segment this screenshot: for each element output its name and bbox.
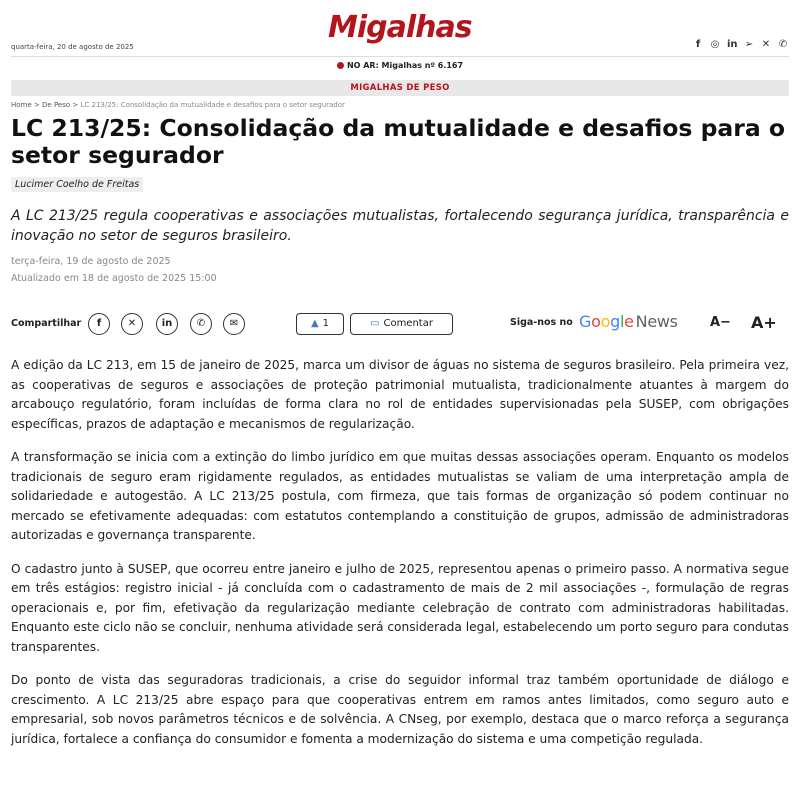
share-label: Compartilhar — [11, 318, 82, 329]
facebook-icon: f — [96, 318, 102, 329]
share-facebook-button[interactable] — [88, 313, 110, 335]
comment-label: Comentar — [383, 318, 433, 329]
follow-label: Siga-nos no — [510, 317, 573, 328]
published-date: terça-feira, 19 de agosto de 2025 — [11, 256, 171, 267]
breadcrumb-section[interactable]: De Peso — [42, 101, 71, 109]
article-paragraph: A transformação se inicia com a extinção do limbo jurídico em que muitas dessas associações operam. Enquanto os modelos tradicionais de seguro eram rigidamente regulados, as entidades mutualistas se valiam de uma interpretação ampla de solidariedade e autogestão. A LC 213/25 postula, com firmeza, que tais formas de organização só podem continuar no mercado se efetivamente adequadas: com estatutos contemplando a constituição de grupos, admissão de administradoras autorizadas e governança transparente. — [11, 450, 789, 542]
whatsapp-icon[interactable]: ✆ — [778, 39, 788, 50]
share-bar — [11, 311, 789, 339]
x-icon: ✕ — [127, 318, 137, 329]
breadcrumb-separator: > — [72, 101, 79, 109]
article-paragraph: Do ponto de vista das seguradoras tradicionais, a crise do seguidor informal traz também oportunidade de diálogo e crescimento. A LC 213/25 abre espaço para que cooperativas entrem em ramos antes limitados, como seguro auto e empresarial, sob novos parâmetros técnicos e de solvência. A CNseg, por exemplo, destaca que o marco reforça a segurança jurídica, fortalece a confiança do consumidor e fomenta a modernização do sistema e uma competição regulada. — [11, 673, 789, 746]
like-count: 1 — [322, 318, 330, 329]
on-air-text: NO AR: Migalhas nº 6.167 — [346, 61, 464, 70]
article-paragraph: O cadastro junto à SUSEP, que ocorreu entre janeiro e julho de 2025, representou apenas o primeiro passo. A normativa segue em três estágios: registro inicial - já concluída com o cadastramento de mais de 2 mil associações -, formulação de regras operacionais e, por fim, efetivação da regularização mediante celebração de contrato com administradoras habilitadas. Enquanto este ciclo não se concluir, nenhuma atividade será considerada legal, estabelecendo um porto seguro para condutas transparentes. — [11, 561, 789, 654]
article-subtitle: A LC 213/25 regula cooperativas e associações mutualistas, fortalecendo segurança jurídica, transparência e inovação no setor de seguros brasileiro. — [11, 208, 789, 244]
telegram-icon[interactable]: ➢ — [744, 39, 754, 50]
breadcrumb — [11, 101, 345, 109]
font-increase-button[interactable]: A+ — [751, 313, 777, 332]
header-divider — [11, 56, 789, 57]
article-title: LC 213/25: Consolidação da mutualidade e desafios para o setor segurador — [11, 114, 786, 169]
live-dot-icon — [337, 62, 344, 69]
section-title: MIGALHAS DE PESO — [350, 83, 450, 93]
migalhas-logo[interactable] — [328, 10, 472, 45]
share-whatsapp-button[interactable] — [190, 313, 212, 335]
logo-text: Migalhas — [328, 10, 472, 45]
email-icon: ✉ — [229, 318, 239, 329]
updated-date: Atualizado em 18 de agosto de 2025 15:00 — [11, 273, 217, 284]
linkedin-icon: in — [161, 318, 173, 329]
facebook-icon[interactable]: f — [695, 39, 701, 50]
section-banner[interactable] — [11, 80, 789, 96]
google-news-link[interactable]: Google News — [579, 312, 678, 331]
share-email-button[interactable] — [223, 313, 245, 335]
current-date: quarta-feira, 20 de agosto de 2025 — [11, 43, 134, 51]
whatsapp-icon: ✆ — [196, 318, 206, 329]
article-body — [11, 356, 789, 763]
article-author[interactable]: Lucimer Coelho de Freitas — [11, 177, 143, 192]
like-button[interactable] — [296, 313, 344, 335]
font-decrease-button[interactable]: A− — [710, 315, 731, 330]
breadcrumb-home[interactable]: Home — [11, 101, 32, 109]
breadcrumb-separator: > — [33, 101, 40, 109]
linkedin-icon[interactable]: in — [727, 39, 738, 50]
social-links — [693, 39, 788, 50]
comment-button[interactable] — [350, 313, 453, 335]
thumbs-up-icon: ▲ — [310, 318, 319, 329]
instagram-icon[interactable]: ◎ — [710, 39, 720, 50]
share-x-button[interactable] — [121, 313, 143, 335]
on-air-banner[interactable] — [0, 61, 800, 70]
x-icon[interactable]: ✕ — [761, 39, 771, 50]
comment-icon: ▭ — [370, 318, 380, 329]
share-linkedin-button[interactable] — [156, 313, 178, 335]
breadcrumb-current: LC 213/25: Consolidação da mutualidade e desafios para o setor segurador — [80, 101, 345, 109]
article-paragraph: A edição da LC 213, em 15 de janeiro de 2025, marca um divisor de águas no sistema de seguros brasileiro. Pela primeira vez, as cooperativas de seguros e associações de proteção patrimonial mutualista, tradicionalmente atuantes à margem do arcabouço regulatório, foram incluídas de forma clara no rol de entidades supervisionadas pela SUSEP, com obrigações específicas, prazos de adaptação e mecanismos de regularização. — [11, 358, 789, 431]
